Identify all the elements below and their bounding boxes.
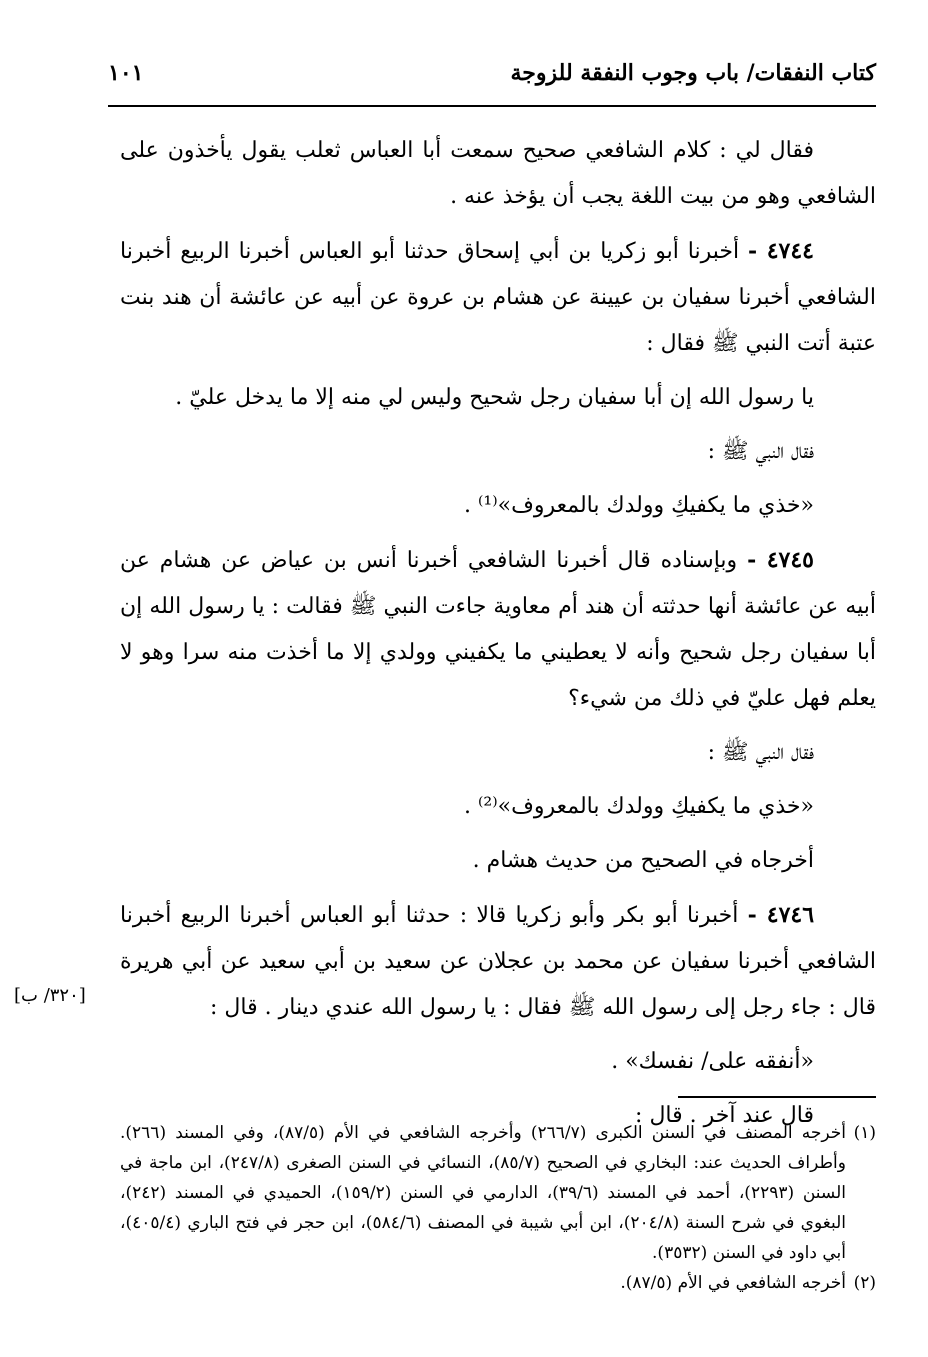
footnote-number: (١) bbox=[853, 1123, 876, 1143]
hadith-4745 bbox=[120, 537, 876, 722]
page-number: ١٠١ bbox=[108, 60, 144, 86]
quote-line: «خذي ما يكفيكِ وولدك بالمعروف»⁽¹⁾ . bbox=[463, 493, 814, 518]
header-rule bbox=[108, 105, 876, 107]
footnote-rule bbox=[678, 1096, 876, 1098]
quote-line: فقال النبي ﷺ : bbox=[707, 740, 814, 765]
quote-line: «خذي ما يكفيكِ وولدك بالمعروف»⁽²⁾ . bbox=[463, 794, 814, 819]
quote-line: «أنفقه على/ نفسك» . bbox=[611, 1049, 814, 1074]
hadith-4744 bbox=[120, 228, 876, 367]
hadith-number: ٤٧٤٤ - bbox=[748, 238, 814, 264]
quote-line: فقال النبي ﷺ : bbox=[707, 439, 814, 464]
hadith-text: أخبرنا أبو بكر وأبو زكريا قالا : حدثنا أبو العباس أخبرنا الربيع أخبرنا الشافعي أخبرنا سفيان عن محمد بن عجلان عن سعيد بن أبي سعيد عن أبي هريرة قال : جاء رجل إلى رسول الله ﷺ فقال : يا رسول الله عندي دينار . قال : bbox=[120, 903, 876, 1020]
quote-line: أخرجاه في الصحيح من حديث هشام . bbox=[472, 848, 814, 873]
hadith-text: وبإسناده قال أخبرنا الشافعي أخبرنا أنس بن عياض عن هشام عن أبيه عن عائشة أنها حدثته أن هند أم معاوية جاءت النبي ﷺ فقالت : يا رسول الله إن أبا سفيان رجل شحيح وأنه لا يعطيني ما يكفيني وولدي إلا ما أخذت منه سرا وهو لا يعلم فهل عليّ في ذلك من شيء؟ bbox=[120, 548, 876, 711]
footnote-2 bbox=[120, 1268, 876, 1298]
footnote-text: أخرجه المصنف في السنن الكبرى (٢٦٦/٧) وأخرجه الشافعي في الأم (٨٧/٥)، وفي المسند (٢٦٦). وأطراف الحديث عند: البخاري في الصحيح (٨٥/٧)، النسائي في السنن الصغرى (٢٤٧/٨)، ابن ماجة في السنن (٢٢٩٣)، أحمد في المسند (٣٩/٦)، الدارمي في السنن (١٥٩/٢)، الحميدي في المسند (٢٤٢)، البغوي في شرح السنة (٢٠٤/٨)، ابن أبي شيبة في المصنف (٥٨٤/٦)، ابن حجر في فتح الباري (٤٠٥/٤)، أبي داود في السنن (٣٥٣٢). bbox=[120, 1123, 847, 1263]
margin-folio-note: [٣٢٠/ ب] bbox=[14, 985, 86, 1006]
hadith-number: ٤٧٤٥ - bbox=[747, 547, 814, 573]
footnote-number: (٢) bbox=[853, 1273, 876, 1293]
hadith-text: أخبرنا أبو زكريا بن أبي إسحاق حدثنا أبو العباس أخبرنا الربيع أخبرنا الشافعي أخبرنا سفيان بن عيينة عن هشام بن عروة عن أبيه عن عائشة أن هند بنت عتبة أتت النبي ﷺ فقال : bbox=[120, 239, 876, 356]
footnote-text: أخرجه الشافعي في الأم (٨٧/٥). bbox=[620, 1273, 846, 1293]
footnotes bbox=[120, 1118, 876, 1298]
footnote-1 bbox=[120, 1118, 876, 1268]
main-text bbox=[120, 128, 876, 1139]
quote-line: قال عند آخر . قال : bbox=[635, 1103, 814, 1128]
hadith-4746 bbox=[120, 892, 876, 1031]
hadith-number: ٤٧٤٦ - bbox=[747, 902, 815, 928]
quote-line: يا رسول الله إن أبا سفيان رجل شحيح وليس لي منه إلا ما يدخل عليّ . bbox=[175, 385, 814, 410]
page-header bbox=[108, 60, 876, 100]
running-title: كتاب النفقات/ باب وجوب النفقة للزوجة bbox=[510, 60, 876, 86]
paragraph: فقال لي : كلام الشافعي صحيح سمعت أبا العباس ثعلب يقول يأخذون على الشافعي وهو من بيت اللغة يجب أن يؤخذ عنه . bbox=[120, 138, 876, 209]
